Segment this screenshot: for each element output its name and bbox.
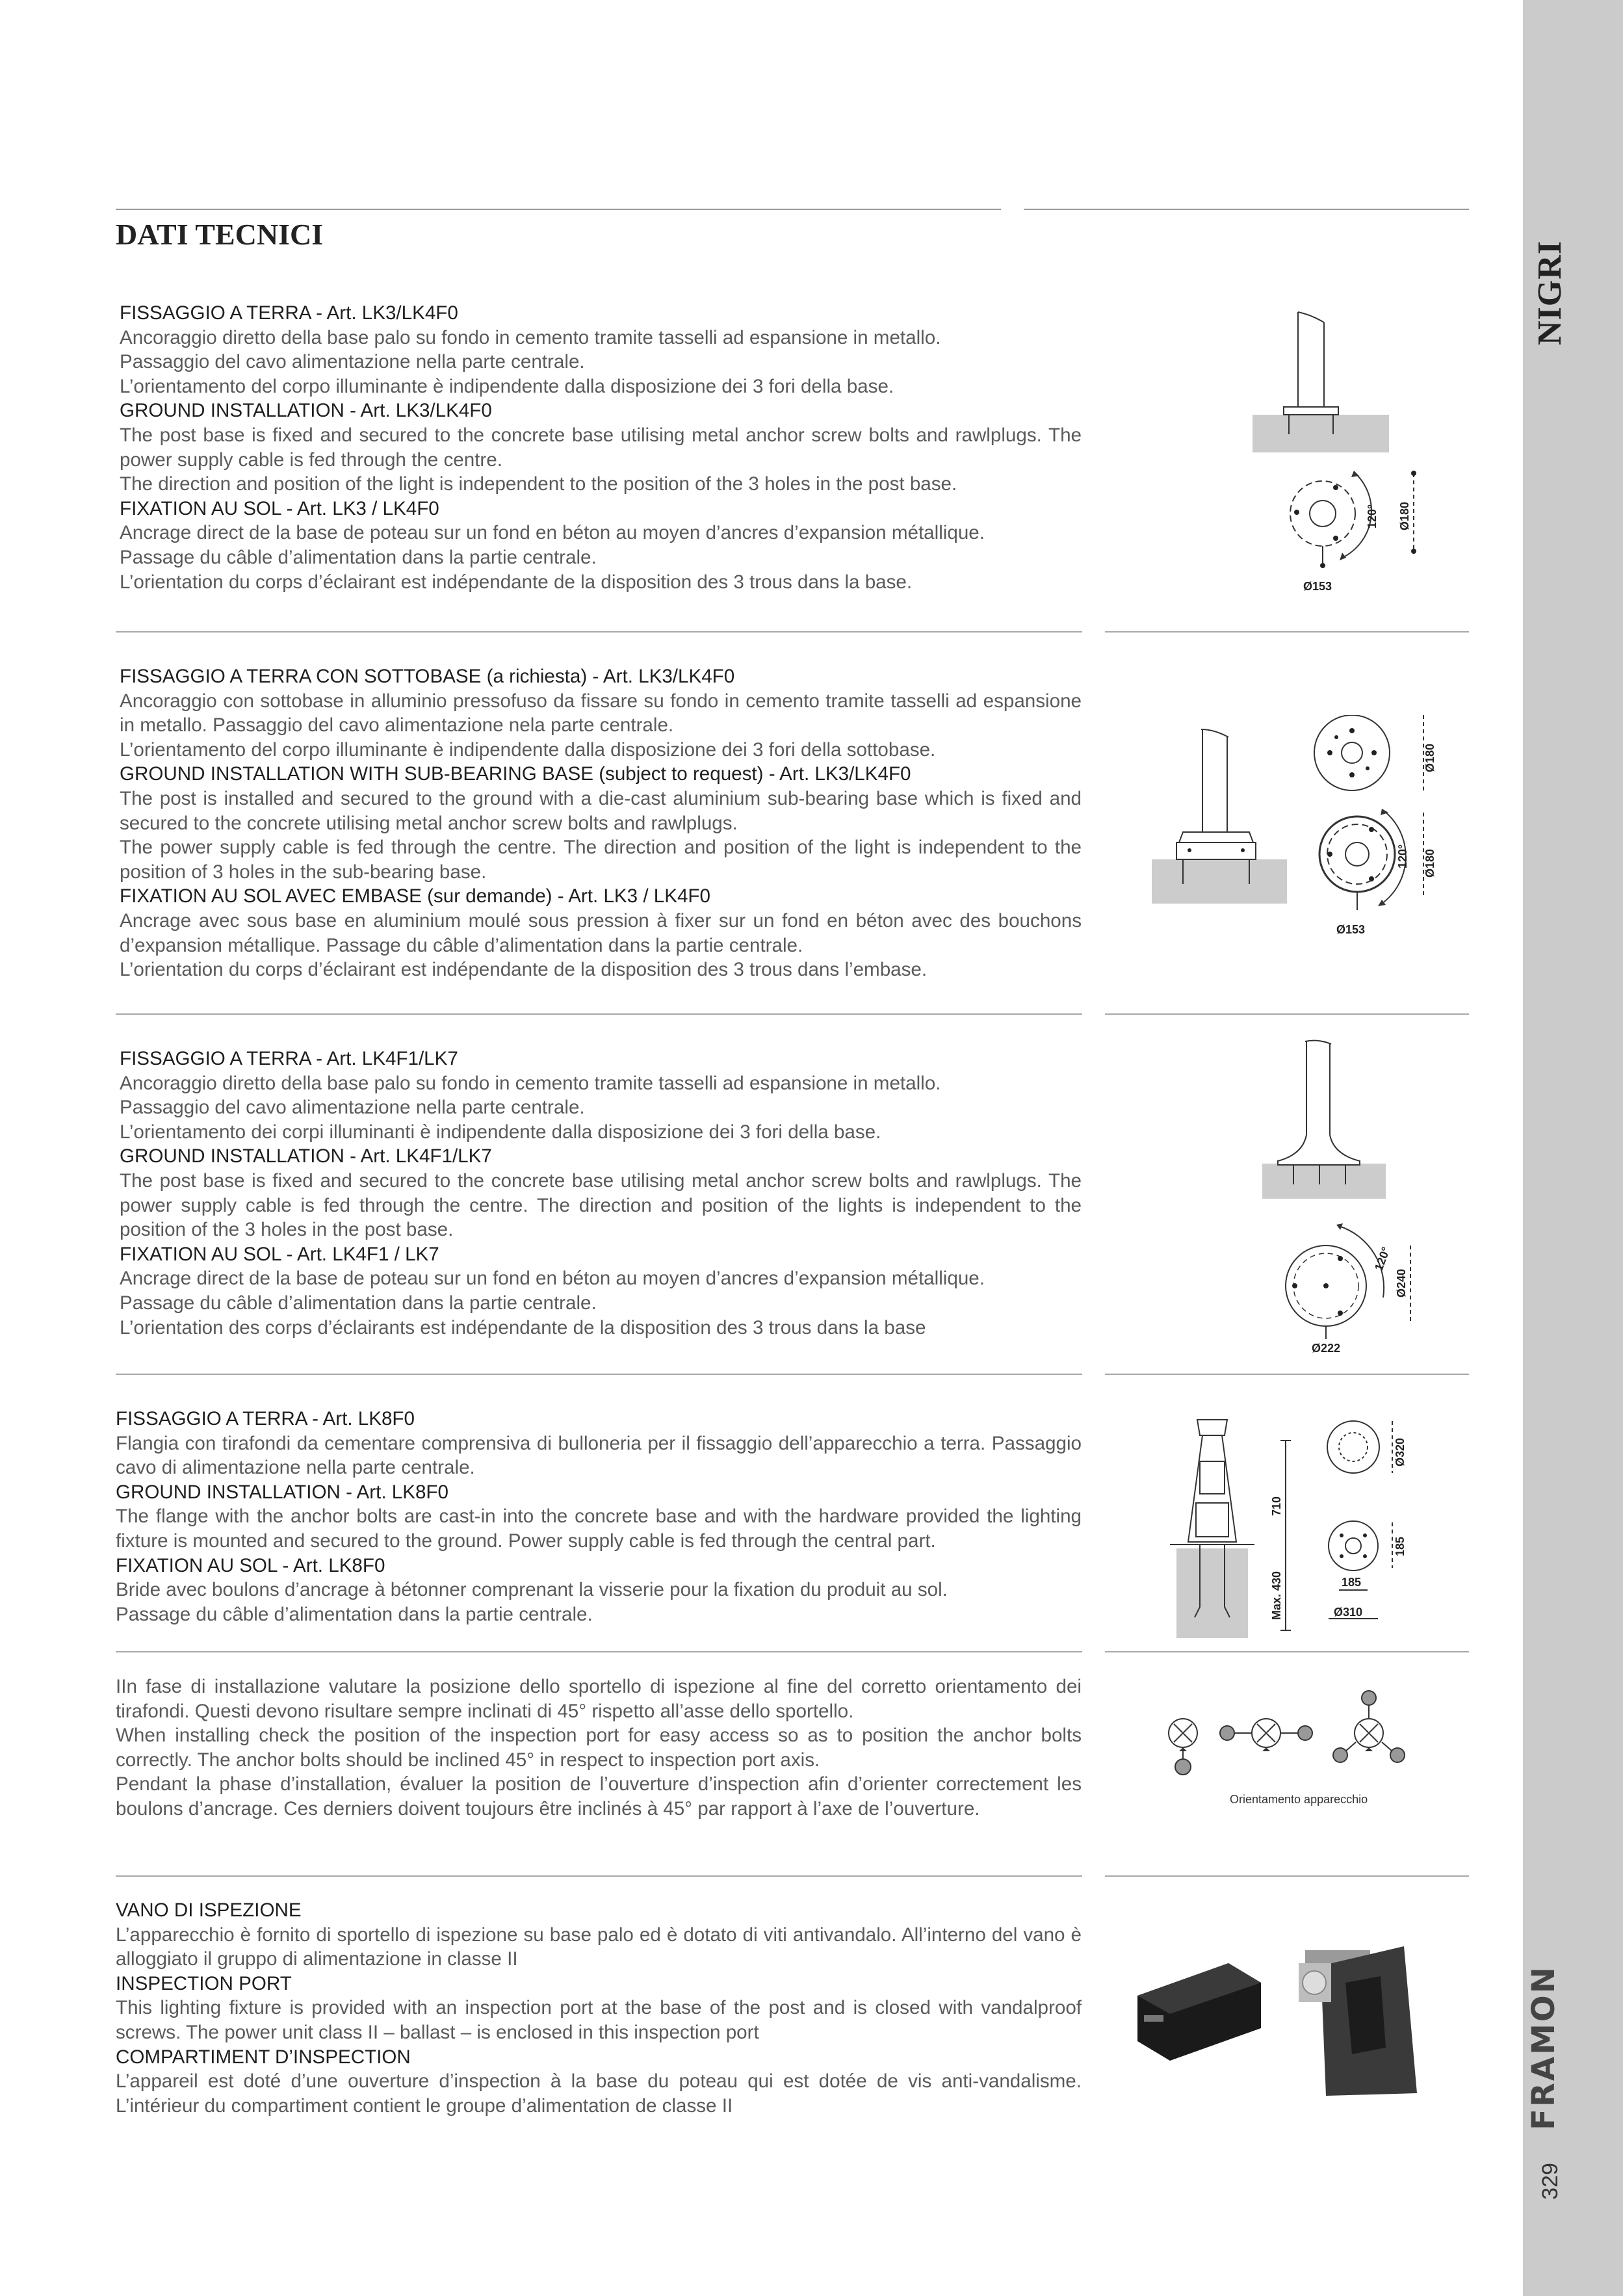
body-text: The post is installed and secured to the ground with a die-cast aluminium sub-bearing base which is fixed and secured to the concrete utilising metal anchor screw bolts and rawlplugs.	[120, 787, 1082, 834]
dim-outer-diameter: Ø180	[1398, 501, 1411, 530]
section-heading: FISSAGGIO A TERRA - Art. LK3/LK4F0	[120, 302, 458, 324]
dim-top-diameter: Ø180	[1423, 743, 1436, 772]
body-text: The flange with the anchor bolts are cast-in into the concrete base and with the hardware provided the lighting fixture is mounted and secured to the ground. Power supply cable is fed through the central part.	[116, 1506, 1082, 1552]
section-heading: GROUND INSTALLATION - Art. LK4F1/LK7	[120, 1145, 492, 1168]
page-title: DATI TECNICI	[116, 218, 324, 251]
body-text: L’orientamento dei corpi illuminanti è indipendente dalla disposizione dei 3 fori della base.	[120, 1121, 881, 1143]
section-divider	[116, 631, 1082, 633]
body-text: L’orientation du corps d’éclairant est indépendante de la disposition des 3 trous dans la base.	[120, 571, 913, 593]
body-text: Ancrage direct de la base de poteau sur un fond en béton au moyen d’ancres d’expansion métallique.	[120, 522, 985, 544]
body-text: Flangia con tirafondi da cementare comprensiva di bulloneria per il fissaggio dell’apparecchio a terra. Passaggio cavo di alimentazione nella parte centrale.	[116, 1432, 1082, 1479]
dim-angle: 120°	[1396, 844, 1409, 868]
section-inspection-port	[116, 1898, 1082, 2118]
section-orientation-note	[116, 1675, 1082, 1821]
body-text: Ancoraggio diretto della base palo su fondo in cemento tramite tasselli ad espansione in metallo.	[120, 326, 941, 348]
page-number-text: 329	[1537, 2162, 1563, 2200]
body-text: L’orientamento del corpo illuminante è indipendente dalla disposizione dei 3 fori della base.	[120, 375, 894, 397]
body-text: Ancrage avec sous base en aluminium moulé sous pression à fixer sur un fond en béton avec des bouchons d’expansion métallique. Passage du câble d’alimentation dans la partie centrale.	[120, 909, 1082, 956]
brand-text: NIGRI	[1531, 240, 1569, 345]
header-rule-left	[116, 209, 1001, 210]
section-heading: GROUND INSTALLATION - Art. LK3/LK4F0	[120, 400, 492, 422]
figure-orientation	[1157, 1684, 1430, 1814]
body-text: Pendant la phase d’installation, évaluer la position de l’ouverture d’inspection afin d’orienter correctement les boulons d’ancrage. Ces derniers doivent toujours être inclinés à 45° par rapport à l’axe de l’ouverture.	[116, 1773, 1082, 1820]
section-divider	[116, 1013, 1082, 1015]
section-ground-installation-lk3	[120, 301, 1082, 594]
section-heading: GROUND INSTALLATION WITH SUB-BEARING BASE (subject to request) - Art. LK3/LK4F0	[120, 763, 911, 785]
body-text: Passaggio del cavo alimentazione nella parte centrale.	[120, 1097, 585, 1119]
section-divider	[116, 1875, 1082, 1877]
body-text: Passaggio del cavo alimentazione nella parte centrale.	[120, 351, 585, 373]
dim-height: 710	[1270, 1496, 1283, 1516]
dim-hole-diameter: Ø153	[1336, 923, 1366, 936]
dim-outer-diameter: Ø240	[1395, 1268, 1408, 1298]
section-divider	[116, 1374, 1082, 1375]
section-divider	[1105, 1013, 1469, 1015]
body-text: When installing check the position of the inspection port for easy access so as to position the anchor bolts correctly. The anchor bolts should be inclined 45° in respect to inspection port axis.	[116, 1725, 1082, 1771]
section-heading: VANO DI ISPEZIONE	[116, 1899, 302, 1921]
body-text: The post base is fixed and secured to the concrete base utilising metal anchor screw bolts and rawlplugs. The power supply cable is fed through the centre.	[120, 424, 1082, 471]
section-heading: FIXATION AU SOL - Art. LK4F1 / LK7	[120, 1243, 439, 1265]
dim-side: 185	[1394, 1536, 1407, 1556]
orientation-caption: Orientamento apparecchio	[1230, 1793, 1368, 1806]
body-text: This lighting fixture is provided with an inspection port at the base of the post and is closed with vandalproof screws. The power unit class II – ballast – is enclosed in this inspection port	[116, 1997, 1082, 2043]
dim-hole-diameter: Ø222	[1312, 1342, 1341, 1355]
section-ground-installation-lk7	[120, 1047, 1082, 1340]
dim-depth: Max. 430	[1270, 1571, 1283, 1620]
figure-sub-bearing-base	[1150, 715, 1462, 949]
body-text: Ancoraggio con sottobase in alluminio pressofuso da fissare su fondo in cemento tramite tasselli ad espansione in metallo. Passaggio del cavo alimentazione nela parte centrale.	[120, 690, 1082, 737]
body-text: Passage du câble d’alimentation dans la partie centrale.	[120, 546, 597, 568]
body-text: The post base is fixed and secured to the concrete base utilising metal anchor screw bolts and rawlplugs. The power supply cable is fed through the centre. The direction and position of the lights is independent to the position of the 3 holes in the post base.	[120, 1169, 1082, 1241]
section-divider	[116, 1651, 1082, 1652]
dim-angle: 120°	[1371, 1245, 1393, 1273]
figure-lk7-ground	[1254, 1037, 1436, 1363]
section-heading: FISSAGGIO A TERRA - Art. LK4F1/LK7	[120, 1048, 458, 1069]
figure-inspection-photos	[1131, 1937, 1430, 2106]
section-heading: INSPECTION PORT	[116, 1972, 292, 1994]
section-heading: FIXATION AU SOL - Art. LK3 / LK4F0	[120, 497, 439, 519]
body-text: L’appareil est doté d’une ouverture d’inspection à la base du poteau qui est dotée de vis anti-vandalisme. L’intérieur du compartiment contient le groupe d’alimentation de classe II	[116, 2070, 1082, 2117]
body-text: L’apparecchio è fornito di sportello di ispezione su base palo ed è dotato di viti antivandalo. All’interno del vano è alloggiato il gruppo di alimentazione in classe II	[116, 1924, 1082, 1970]
dim-top-diameter: Ø320	[1394, 1437, 1407, 1467]
section-divider	[1105, 1374, 1469, 1375]
dim-angle: 120°	[1366, 504, 1379, 528]
section-divider	[1105, 631, 1469, 633]
section-heading: FIXATION AU SOL AVEC EMBASE (sur demande) - Art. LK3 / LK4F0	[120, 885, 710, 907]
body-text: L’orientation des corps d’éclairants est indépendante de la disposition des 3 trous dans la base	[120, 1316, 926, 1338]
figure-lk3-ground	[1251, 311, 1446, 597]
dim-width: 185	[1342, 1576, 1362, 1589]
section-heading: FISSAGGIO A TERRA - Art. LK8F0	[116, 1408, 415, 1429]
body-text: L’orientamento del corpo illuminante è indipendente dalla disposizione dei 3 fori della sottobase.	[120, 738, 936, 761]
section-heading: FIXATION AU SOL - Art. LK8F0	[116, 1554, 385, 1576]
page-number	[1518, 2152, 1583, 2210]
section-divider	[1105, 1651, 1469, 1652]
body-text: The power supply cable is fed through the centre. The direction and position of the light is independent to the position of 3 holes in the sub-bearing base.	[120, 837, 1082, 883]
dim-outer-diameter: Ø180	[1423, 848, 1436, 878]
framon-logo	[1514, 1965, 1573, 2130]
body-text: Ancoraggio diretto della base palo su fondo in cemento tramite tasselli ad espansione in metallo.	[120, 1072, 941, 1094]
body-text: Bride avec boulons d’ancrage à bétonner comprenant la visserie pour la fixation du produit au sol.	[116, 1579, 948, 1601]
body-text: Passage du câble d’alimentation dans la partie centrale.	[120, 1292, 597, 1314]
body-text: The direction and position of the light is independent to the position of the 3 holes in the post base.	[120, 473, 957, 495]
dim-bottom-diameter: Ø310	[1334, 1606, 1363, 1619]
body-text: Passage du câble d’alimentation dans la partie centrale.	[116, 1603, 593, 1625]
section-ground-installation-lk8	[116, 1407, 1082, 1626]
section-sub-bearing-base	[120, 664, 1082, 982]
brand-label	[1521, 234, 1579, 351]
section-heading: GROUND INSTALLATION - Art. LK8F0	[116, 1481, 448, 1503]
section-divider	[1105, 1875, 1469, 1877]
section-heading: FISSAGGIO A TERRA CON SOTTOBASE (a richiesta) - Art. LK3/LK4F0	[120, 666, 735, 687]
body-text: L’orientation du corps d’éclairant est indépendante de la disposition des 3 trous dans l’embase.	[120, 959, 928, 981]
dim-hole-diameter: Ø153	[1303, 580, 1332, 593]
section-heading: COMPARTIMENT D’INSPECTION	[116, 2046, 411, 2068]
body-text: IIn fase di installazione valutare la posizione dello sportello di ispezione al fine del corretto orientamento dei tirafondi. Questi devono risultare sempre inclinati di 45° rispetto all’asse dello sportello.	[116, 1676, 1082, 1722]
body-text: Ancrage direct de la base de poteau sur un fond en béton au moyen d’ancres d’expansion métallique.	[120, 1268, 985, 1290]
logo-text: FRAMON	[1526, 1965, 1563, 2130]
figure-lk8-ground	[1157, 1412, 1443, 1639]
header-rule-right	[1024, 209, 1469, 210]
